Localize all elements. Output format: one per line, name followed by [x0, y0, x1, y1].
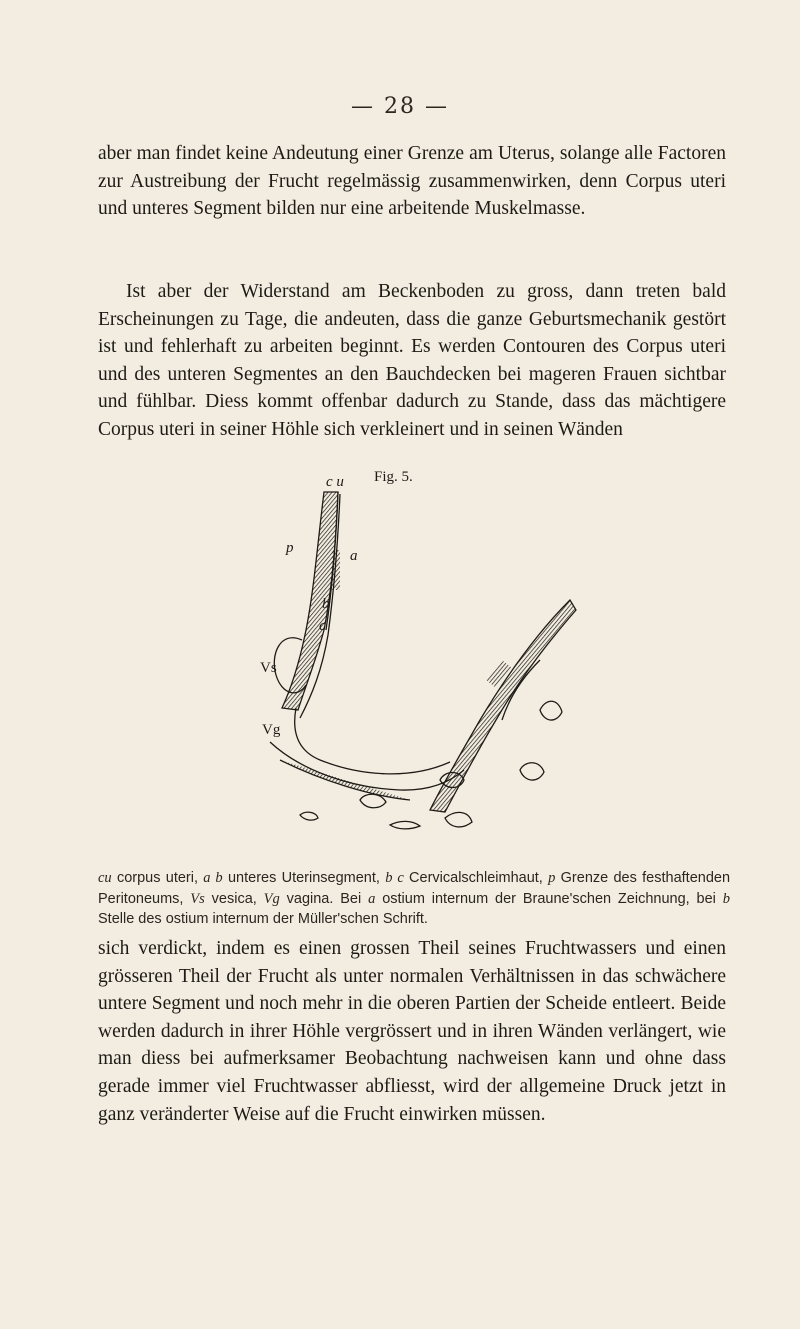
- figure-letter-p: p: [286, 540, 294, 556]
- paragraph-3: sich verdickt, indem es einen grossen Theil seines Fruchtwassers und einen grösseren Theil der Frucht als unter normalen Verhältnissen in das schwächere untere Segment und noch mehr in die oberen Partien der Scheide entleert. Beide werden dadurch in ihrer Höhle vergrössert und in ihren Wänden verlängert, wie man diess bei aufmerksamer Beobachtung nachweisen kann und ohne dass gerade immer viel Fruchtwasser abfliesst, wird der allgemeine Druck jetzt in ganz veränderter Weise auf die Frucht einwirken müssen.: [98, 938, 726, 1125]
- caption-text: unteres Uterinsegment,: [222, 870, 386, 886]
- figure-letter-a: a: [350, 548, 358, 564]
- caption-term: Vs: [190, 890, 205, 907]
- figure-caption: [98, 868, 730, 930]
- figure-label: Fig. 5.: [374, 469, 413, 485]
- caption-term: b: [722, 890, 730, 907]
- caption-term: a b: [203, 870, 223, 886]
- caption-term: a: [368, 890, 376, 907]
- caption-text: corpus uteri,: [111, 870, 204, 886]
- caption-text: ostium internum der Braune'schen Zeichnung, bei: [375, 890, 723, 907]
- caption-text: vagina. Bei: [279, 890, 369, 907]
- caption-text: vesica,: [204, 890, 264, 907]
- caption-term: Vg: [263, 890, 280, 907]
- anatomical-figure-illustration: [240, 480, 580, 855]
- figure-letter-vg: Vg: [262, 722, 281, 738]
- caption-term: b c: [385, 870, 404, 886]
- caption-text: Stelle des ostium internum der Müller'schen Schrift.: [98, 911, 428, 927]
- figure-letter-cu: c u: [326, 474, 344, 490]
- page-number: — 28 —: [351, 94, 449, 119]
- paragraph-2: Ist aber der Widerstand am Beckenboden zu gross, dann treten bald Erscheinungen zu Tage, die andeuten, dass die ganze Geburtsmechanik gestört ist und fehlerhaft zu arbeiten beginnt. Es werden Contouren des Corpus uteri und des unteren Segmentes an den Bauchdecken bei mageren Frauen sichtbar und fühlbar. Diess kommt offenbar dadurch zu Stande, dass das mächtigere Corpus uteri in seiner Höhle sich verkleinert und in seinen Wänden: [98, 281, 726, 440]
- caption-term: cu: [98, 870, 112, 886]
- caption-text: Cervicalschleimhaut,: [403, 870, 549, 886]
- caption-term: p: [548, 870, 556, 886]
- paragraph-1: aber man findet keine Andeutung einer Grenze am Uterus, solange alle Factoren zur Austreibung der Frucht regelmässig zusammenwirken, denn Corpus uteri und unteres Segment bilden nur eine arbeitende Muskelmasse.: [98, 143, 726, 220]
- figure-letter-vs: Vs: [260, 660, 277, 676]
- caption-text: Grenze des festhaftenden Peritoneums,: [98, 870, 731, 907]
